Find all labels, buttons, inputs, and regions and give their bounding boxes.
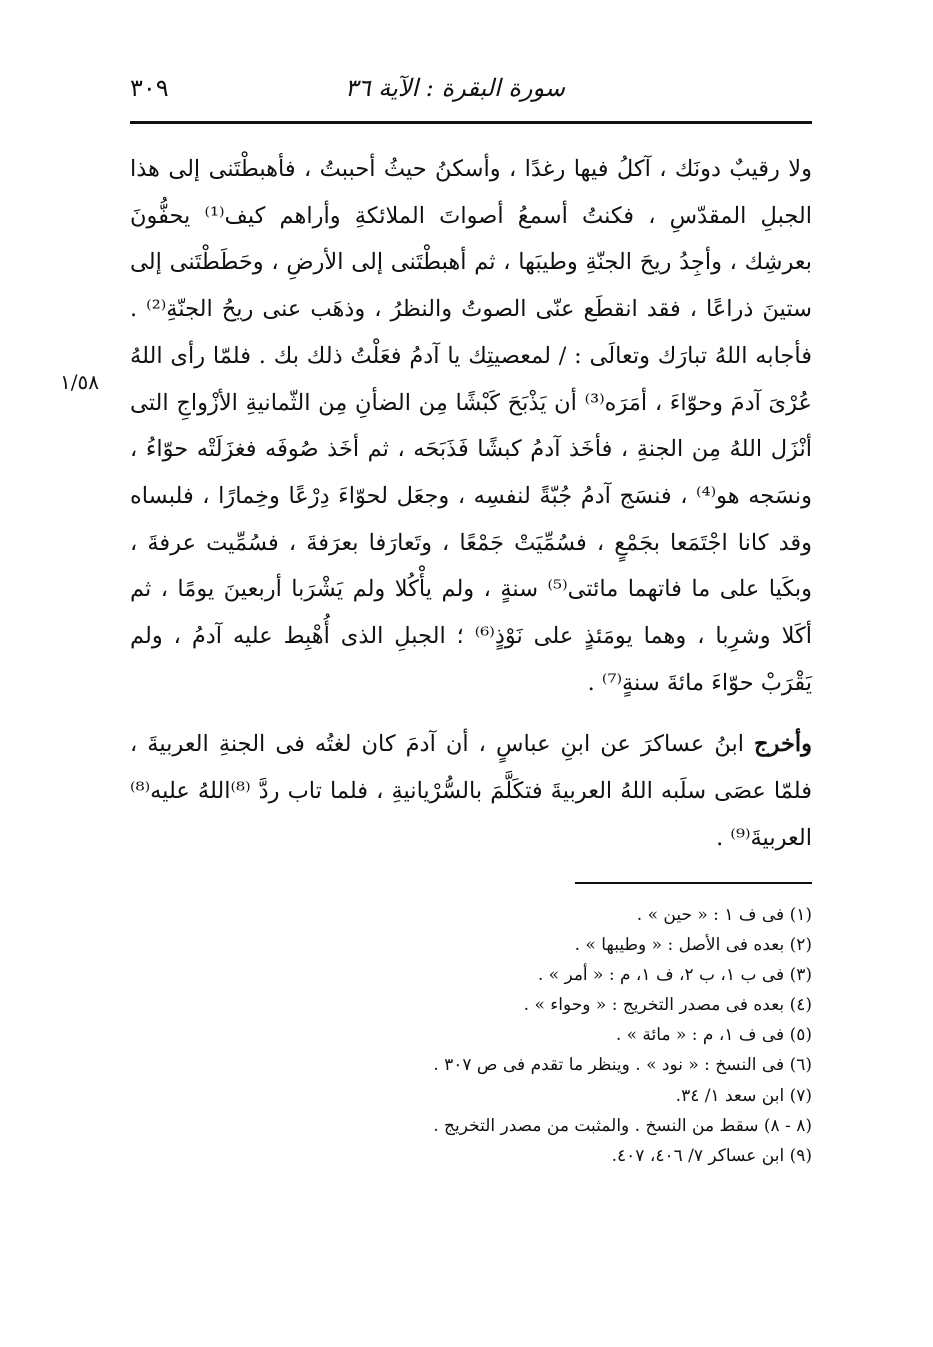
header-rule — [130, 121, 812, 124]
page-number: ٣٠٩ — [130, 74, 169, 102]
running-title: سورة البقرة : الآية ٣٦ — [344, 74, 565, 102]
footnotes — [252, 900, 812, 1171]
paragraph-2-lead: وأخرج — [754, 731, 812, 758]
main-text — [130, 146, 812, 862]
footnote-rule — [575, 882, 812, 884]
footnote-8: (٨ - ٨) سقط من النسخ . والمثبت من مصدر التخريج . — [433, 1115, 812, 1136]
footnote-3: (٣) فى ب ١، ب ٢، ف ١، م : « أمر » . — [537, 965, 812, 986]
paragraph-2 — [130, 721, 812, 861]
footnote-5: (٥) فى ف ١، م : « مائة » . — [615, 1025, 812, 1046]
footnote-2: (٢) بعده فى الأصل : « وطيبها » . — [574, 935, 812, 956]
paragraph-1: ولا رقيبٌ دونَك ، آكلُ فيها رغدًا ، وأسكنُ حيثُ أحببتُ ، فأهبطْتَنى إلى هذا الجبلِ المقدّسِ ، فكنتُ أسمعُ أصواتَ الملائكةِ وأراهم كيف⁽¹⁾ يحفُّونَ بعرشِك ، وأجِدُ ريحَ الجنّةِ وطيبَها ، ثم أهبطْتَنى إلى الأرضِ ، وحَطَطْتَنى إلى ستينَ ذراعًا ، فقد انقطَع عنّى الصوتُ والنظرُ ، وذهَب عنى ريحُ الجنّةِ⁽²⁾ . فأجابه اللهُ تبارَك وتعالَى : / لمعصيتِك يا آدمُ فعَلْتُ ذلك بك . فلمّا رأى اللهُ عُرْىَ آدمَ وحوّاءَ ، أمَرَه⁽³⁾ أن يَذْبَحَ كَبْشًا مِن الضأنِ مِن الثّمانيةِ الأزْواجِ التى أنْزَل اللهُ مِن الجنةِ ، فأخَذ آدمُ كبشًا فَذَبَحَه ، ثم أخَذ صُوفَه فغزَلَتْه حوّاءُ ، ونسَجه هو⁽⁴⁾ ، فنسَج آدمُ جُبّةً لنفسِه ، وجعَل لحوّاءَ دِرْعًا وخِمارًا ، فلبساه وقد كانا اجْتَمَعا بجَمْعٍ ، فسُمِّيَتْ جَمْعًا ، وتَعارَفا بعرَفةَ ، فسُمِّيت عرفةَ ، وبكَيا على ما فاتهما مائتى⁽⁵⁾ سنةٍ ، ولم يأْكُلا ولم يَشْرَبا أربعينَ يومًا ، ثم أكَلا وشرِبا ، وهما يومَئذٍ على نَوْذٍ⁽⁶⁾ ؛ الجبلِ الذى أُهْبِط عليه آدمُ ، ولم يَقْرَبْ حوّاءَ مائةَ سنةٍ⁽⁷⁾ . — [130, 156, 812, 696]
footnote-1: (١) فى ف ١ : « حين » . — [636, 905, 812, 925]
footnote-7: (٧) ابن سعد ١/ ٣٤. — [675, 1085, 812, 1106]
footnote-9: (٩) ابن عساكر ٧/ ٤٠٦، ٤٠٧. — [611, 1145, 812, 1166]
running-header — [130, 70, 810, 114]
paragraph-2-text: ابنُ عساكرَ عن ابنِ عباسٍ ، أن آدمَ كان لغتُه فى الجنةِ العربيةَ ، فلمّا عصَى سلَبه اللهُ العربيةَ فتكَلَّمَ بالسُّرْيانيةِ ، فلما تاب ردَّ ⁽⁸⁾اللهُ عليه⁽⁸⁾ العربيةَ⁽⁹⁾ . — [130, 731, 812, 851]
margin-note: ١/٥٨ — [60, 370, 99, 394]
footnote-6: (٦) فى النسخ : « نود » . وينظر ما تقدم فى ص ٣٠٧ . — [433, 1055, 812, 1076]
footnote-4: (٤) بعده فى مصدر التخريج : « وحواء » . — [523, 995, 812, 1016]
